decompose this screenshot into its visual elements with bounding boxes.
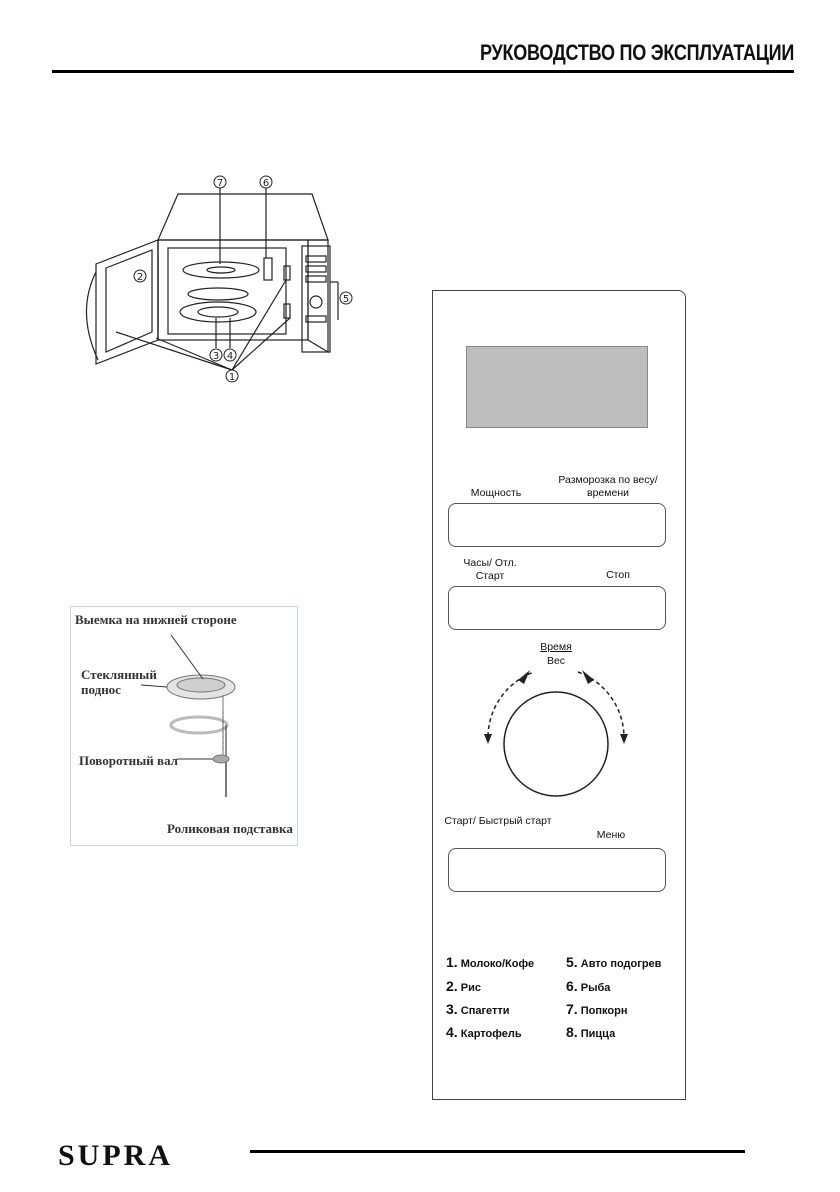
weight-label: Вес <box>546 655 566 667</box>
callout-7: 7 <box>216 178 224 189</box>
stop-label: Стоп <box>606 569 630 581</box>
shaft-label: Поворотный вал <box>79 753 178 768</box>
oven-diagram <box>76 172 356 392</box>
menu-label: Меню <box>596 829 626 841</box>
clock-label: Часы/ Отл. Старт <box>463 557 517 582</box>
footer-divider <box>250 1150 745 1153</box>
roller-label: Роликовая подставка <box>167 821 293 836</box>
power-label: Мощность <box>470 487 522 499</box>
menu-item-7: 7. Попкорн <box>566 1001 628 1017</box>
menu-item-6: 6. Рыба <box>566 978 611 994</box>
callout-3: 3 <box>212 351 220 362</box>
menu-item-4: 4. Картофель <box>446 1024 522 1040</box>
tray-diagram <box>70 606 298 846</box>
time-label: Время <box>540 641 572 653</box>
menu-item-3: 3. Спагетти <box>446 1001 510 1017</box>
display-screen <box>466 346 648 428</box>
callout-2: 2 <box>136 272 144 283</box>
arrow-left-icon <box>484 734 492 744</box>
callout-4: 4 <box>226 351 234 362</box>
callout-1: 1 <box>228 372 236 383</box>
defrost-label: Разморозка по весу/времени <box>558 474 658 499</box>
menu-item-1: 1. Молоко/Кофе <box>446 954 535 970</box>
start-menu-buttons[interactable] <box>448 848 666 892</box>
menu-item-2: 2. Рис <box>446 978 481 994</box>
dial-knob[interactable] <box>504 692 608 796</box>
wedge-right-icon <box>582 670 594 684</box>
header-divider <box>52 70 794 73</box>
notch-label: Выемка на нижней стороне <box>75 612 237 627</box>
glass-tray-label: Стеклянный поднос <box>81 667 157 697</box>
callout-6: 6 <box>262 178 270 189</box>
page-title: РУКОВОДСТВО ПО ЭКСПЛУАТАЦИИ <box>479 40 794 65</box>
start-label: Старт/ Быстрый старт <box>444 815 552 827</box>
clock-stop-buttons[interactable] <box>448 586 666 630</box>
wedge-left-icon <box>518 670 530 684</box>
brand-logo: SUPRA <box>58 1139 174 1172</box>
time-weight-dial[interactable] <box>478 652 634 802</box>
tray-drawing <box>71 607 297 845</box>
callout-5: 5 <box>342 294 350 305</box>
menu-item-8: 8. Пицца <box>566 1024 616 1040</box>
menu-item-5: 5. Авто подогрев <box>566 954 662 970</box>
arrow-right-icon <box>620 734 628 744</box>
power-defrost-buttons[interactable] <box>448 503 666 547</box>
